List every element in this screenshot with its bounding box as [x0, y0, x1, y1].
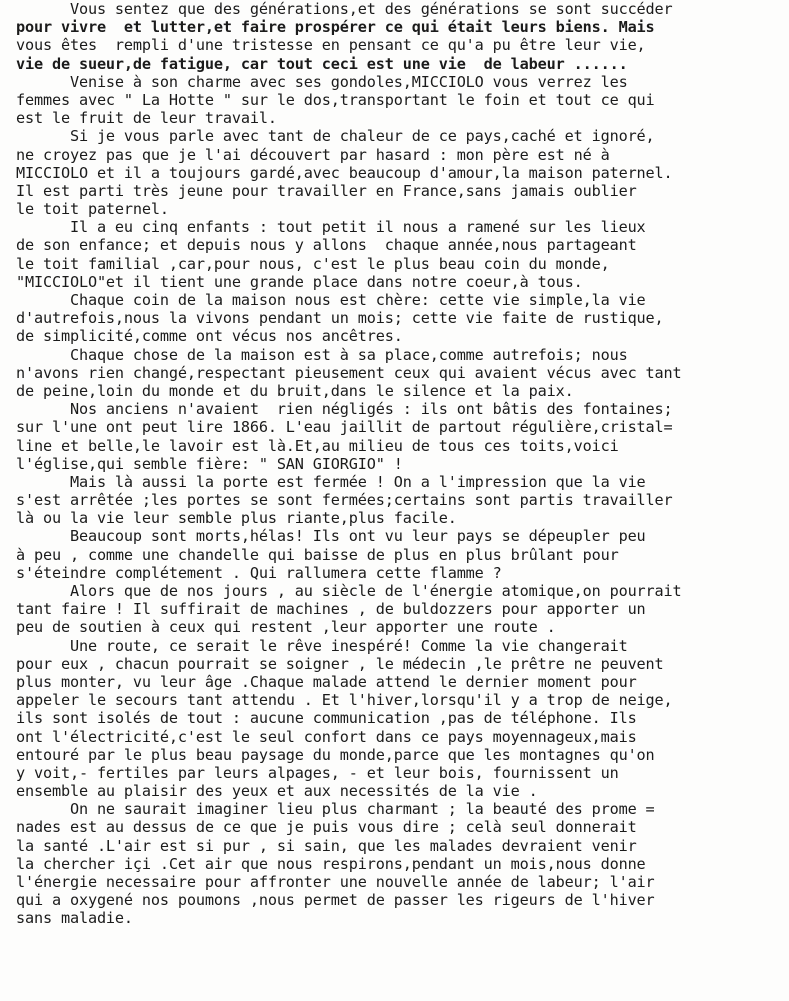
- text-line: MICCIOLO et il a toujours gardé,avec beaucoup d'amour,la maison paternel.: [16, 163, 673, 182]
- text-line: là ou la vie leur semble plus riante,plus facile.: [16, 509, 457, 528]
- text-line: Chaque chose de la maison est à sa place,comme autrefois; nous: [16, 345, 628, 364]
- text-line: ne croyez pas que je l'ai découvert par hasard : mon père est né à: [16, 145, 610, 164]
- text-line: d'autrefois,nous la vivons pendant un mois; cette vie faite de rustique,: [16, 309, 664, 328]
- text-line: peu de soutien à ceux qui restent ,leur apporter une route .: [16, 618, 556, 637]
- text-line: tant faire ! Il suffirait de machines , de buldozzers pour apporter un: [16, 600, 646, 619]
- text-line: n'avons rien changé,respectant pieusement ceux qui avaient vécus avec tant: [16, 363, 682, 382]
- text-line: est le fruit de leur travail.: [16, 109, 277, 128]
- text-line: Une route, ce serait le rêve inespéré! Comme la vie changerait: [16, 636, 628, 655]
- text-line: vie de sueur,de fatigue, car tout ceci est une vie de labeur ......: [16, 54, 628, 73]
- text-line: y voit,- fertiles par leurs alpages, - et leur bois, fournissent un: [16, 763, 619, 782]
- text-line: sur l'une ont peut lire 1866. L'eau jaillit de partout régulière,cristal=: [16, 418, 673, 437]
- text-line: ensemble au plaisir des yeux et aux necessités de la vie .: [16, 782, 538, 801]
- text-line: line et belle,le lavoir est là.Et,au milieu de tous ces toits,voici: [16, 436, 619, 455]
- text-line: appeler le secours tant attendu . Et l'hiver,lorsqu'il y a trop de neige,: [16, 691, 673, 710]
- text-line: pour vivre et lutter,et faire prospérer ce qui était leurs biens. Mais: [16, 18, 655, 37]
- text-line: vous êtes rempli d'une tristesse en pensant ce qu'a pu être leur vie,: [16, 36, 646, 55]
- text-line: s'éteindre complétement . Qui rallumera cette flamme ?: [16, 563, 502, 582]
- text-line: Alors que de nos jours , au siècle de l'énergie atomique,on pourrait: [16, 582, 682, 600]
- text-line: à peu , comme une chandelle qui baisse de plus en plus brûlant pour: [16, 545, 619, 564]
- text-line: la chercher içi .Cet air que nous respirons,pendant un mois,nous donne: [16, 854, 646, 873]
- text-line: Mais là aussi la porte est fermée ! On a l'impression que la vie: [16, 472, 646, 491]
- text-line: Beaucoup sont morts,hélas! Ils ont vu leur pays se dépeupler peu: [16, 527, 646, 546]
- text-line: "MICCIOLO"et il tient une grande place dans notre coeur,à tous.: [16, 272, 583, 291]
- text-line: Venise à son charme avec ses gondoles,MICCIOLO vous verrez les: [16, 72, 628, 91]
- text-line: s'est arrêtée ;les portes se sont fermées;certains sont partis travailler: [16, 491, 673, 510]
- text-line: ils sont isolés de tout : aucune communication ,pas de téléphone. Ils: [16, 709, 637, 728]
- text-line: On ne saurait imaginer lieu plus charmant ; la beauté des prome =: [16, 800, 655, 819]
- text-line: Chaque coin de la maison nous est chère: cette vie simple,la vie: [16, 291, 646, 309]
- text-line: Il est parti très jeune pour travailler en France,sans jamais oublier: [16, 181, 637, 200]
- text-line: Nos anciens n'avaient rien négligés : ils ont bâtis des fontaines;: [16, 400, 673, 419]
- text-line: ont l'électricité,c'est le seul confort dans ce pays moyennageux,mais: [16, 727, 637, 746]
- text-line: nades est au dessus de ce que je puis vous dire ; celà seul donnerait: [16, 818, 637, 837]
- text-line: de simplicité,comme ont vécus nos ancêtres.: [16, 327, 403, 346]
- text-line: [16, 928, 781, 946]
- text-line: sans maladie.: [16, 909, 133, 928]
- text-line: Il a eu cinq enfants : tout petit il nous a ramené sur les lieux: [16, 218, 646, 237]
- text-line: l'église,qui semble fière: " SAN GIORGIO" !: [16, 454, 403, 473]
- text-line: de peine,loin du monde et du bruit,dans le silence et la paix.: [16, 381, 574, 400]
- text-line: le toit paternel.: [16, 200, 169, 219]
- text-line: l'énergie necessaire pour affronter une nouvelle année de labeur; l'air: [16, 873, 655, 891]
- text-line: qui a oxygené nos poumons ,nous permet de passer les rigeurs de l'hiver: [16, 891, 655, 910]
- text-line: plus monter, vu leur âge .Chaque malade attend le dernier moment pour: [16, 672, 637, 691]
- text-line: Si je vous parle avec tant de chaleur de ce pays,caché et ignoré,: [16, 127, 655, 146]
- text-line: de son enfance; et depuis nous y allons chaque année,nous partageant: [16, 236, 637, 255]
- text-line: pour eux , chacun pourrait se soigner , le médecin ,le prêtre ne peuvent: [16, 654, 664, 673]
- text-line: la santé .L'air est si pur , si sain, que les malades devraient venir: [16, 836, 637, 855]
- text-line: entouré par le plus beau paysage du monde,parce que les montagnes qu'on: [16, 745, 655, 764]
- text-line: le toit familial ,car,pour nous, c'est le plus beau coin du monde,: [16, 254, 610, 273]
- text-line: femmes avec " La Hotte " sur le dos,transportant le foin et tout ce qui: [16, 90, 655, 109]
- text-line: Vous sentez que des générations,et des générations se sont succéder: [16, 0, 673, 18]
